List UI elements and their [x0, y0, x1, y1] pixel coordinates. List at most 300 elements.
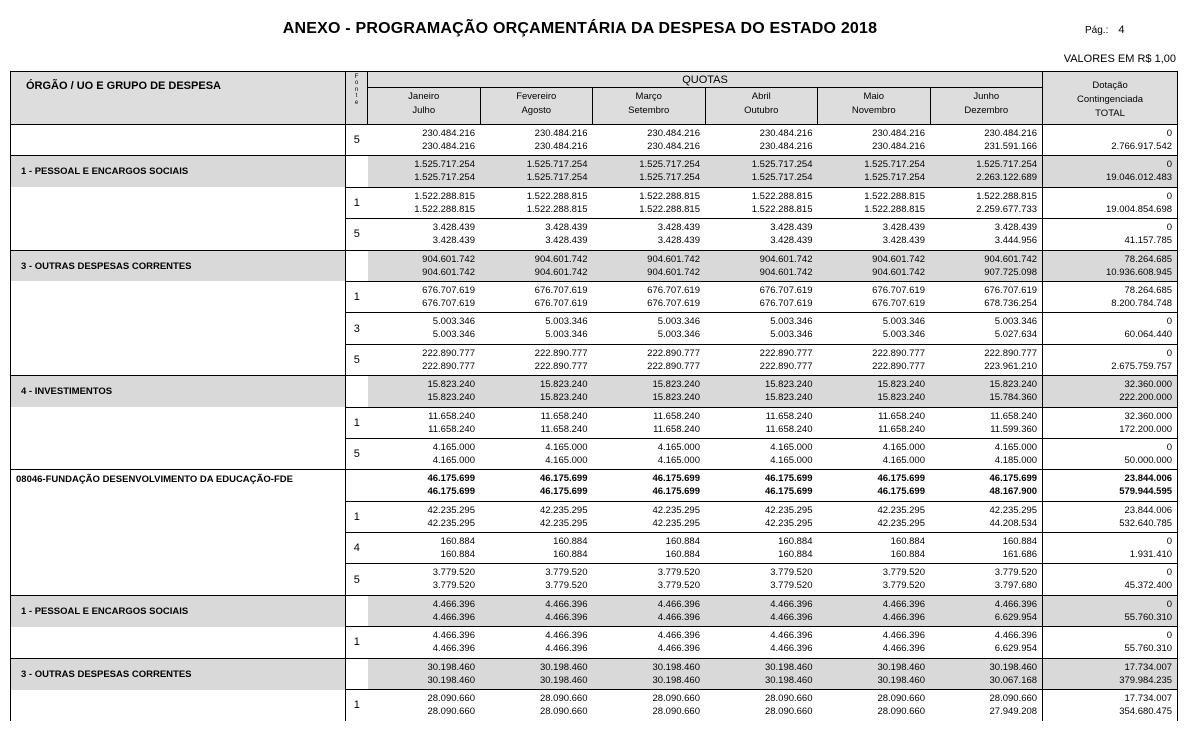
- table-row: [11, 627, 1178, 658]
- total-cell: [1043, 156, 1178, 187]
- month-column-header: [480, 88, 593, 125]
- quota-value-first-half: 4.466.396: [545, 598, 588, 610]
- quota-value-second-half: 222.890.777: [422, 360, 475, 372]
- table-row: [11, 344, 1178, 375]
- quota-cell: [818, 250, 931, 281]
- total-value: 2.766.917.542: [1111, 141, 1173, 152]
- quota-value-first-half: 230.484.216: [872, 128, 925, 139]
- quota-value-first-half: 676.707.619: [534, 284, 588, 296]
- month-second-half: Dezembro: [964, 105, 1009, 116]
- quota-cell: [368, 281, 481, 312]
- quota-value-first-half: 30.198.460: [427, 661, 475, 673]
- fonte-cell: 3: [346, 313, 368, 344]
- group-row: [11, 658, 1178, 689]
- quota-value-first-half: 676.707.619: [872, 284, 925, 296]
- fonte-cell: [346, 250, 368, 281]
- row-label: [11, 219, 346, 250]
- quota-value-second-half: 676.707.619: [422, 297, 475, 309]
- quota-cell: [930, 690, 1043, 721]
- fonte-cell: 1: [346, 690, 368, 721]
- quota-value-second-half: 1.522.288.815: [526, 203, 588, 215]
- quota-value-second-half: 161.686: [1002, 549, 1038, 561]
- quota-cell: [818, 219, 931, 250]
- quota-cell: [705, 407, 818, 438]
- quota-cell: [930, 533, 1043, 564]
- row-label: [11, 187, 346, 218]
- contingency-value: 0: [1166, 536, 1173, 548]
- quota-value-first-half: 676.707.619: [759, 284, 813, 296]
- quota-cell: [705, 627, 818, 658]
- quota-value-first-half: 3.779.520: [432, 567, 475, 579]
- fonte-cell: 1: [346, 501, 368, 532]
- total-value: 60.064.440: [1124, 329, 1173, 341]
- total-cell: [1043, 281, 1178, 312]
- quota-cell: [593, 219, 706, 250]
- quota-value-second-half: 3.428.439: [882, 235, 925, 247]
- quota-cell: [930, 376, 1043, 407]
- quota-value-second-half: 15.823.240: [652, 392, 700, 404]
- quota-value-second-half: 230.484.216: [872, 141, 925, 152]
- quota-value-first-half: 1.522.288.815: [526, 190, 588, 202]
- quota-cell: [930, 501, 1043, 532]
- total-value: 354.680.475: [1119, 706, 1173, 718]
- quota-value-first-half: 904.601.742: [534, 253, 588, 265]
- page-indicator: [1085, 24, 1124, 36]
- quota-value-first-half: 3.428.439: [657, 222, 700, 234]
- quota-value-first-half: 11.658.240: [990, 410, 1038, 422]
- fonte-cell: [346, 470, 368, 501]
- quota-value-first-half: 5.003.346: [545, 316, 588, 328]
- quota-value-first-half: 30.198.460: [764, 661, 813, 673]
- quota-value-first-half: 222.890.777: [647, 347, 700, 359]
- quota-cell: [480, 187, 593, 218]
- contingency-value: 17.734.007: [1124, 661, 1173, 673]
- quota-value-second-half: 30.198.460: [427, 674, 475, 686]
- total-cell: [1043, 219, 1178, 250]
- quota-cell: [930, 595, 1043, 626]
- quota-value-first-half: 904.601.742: [759, 253, 813, 265]
- table-row: [11, 313, 1178, 344]
- quota-cell: [930, 125, 1043, 156]
- quota-cell: [480, 219, 593, 250]
- quota-cell: [593, 564, 706, 595]
- quota-cell: [480, 470, 593, 501]
- quota-value-first-half: 15.823.240: [877, 379, 925, 391]
- quota-value-second-half: 28.090.660: [764, 706, 813, 718]
- month-column-header: [818, 88, 931, 125]
- quota-value-second-half: 4.165.000: [882, 454, 925, 466]
- quota-cell: [480, 281, 593, 312]
- quota-value-second-half: 3.779.520: [657, 580, 700, 592]
- quota-value-first-half: 42.235.295: [877, 504, 925, 516]
- row-label: 3 - OUTRAS DESPESAS CORRENTES: [11, 658, 346, 689]
- row-label: [11, 501, 346, 532]
- quota-value-second-half: 27.949.208: [989, 706, 1038, 718]
- quota-value-first-half: 1.525.717.254: [751, 159, 813, 171]
- quota-value-first-half: 46.175.699: [764, 473, 813, 485]
- quota-cell: [818, 533, 931, 564]
- quota-cell: [480, 627, 593, 658]
- quota-value-second-half: 15.823.240: [539, 392, 588, 404]
- total-cell: [1043, 533, 1178, 564]
- quota-value-second-half: 4.466.396: [882, 611, 925, 623]
- quota-value-second-half: 4.466.396: [545, 643, 588, 655]
- fonte-cell: 1: [346, 407, 368, 438]
- quota-cell: [818, 470, 931, 501]
- total-value: 222.200.000: [1119, 392, 1173, 404]
- quota-value-second-half: 46.175.699: [427, 486, 475, 498]
- quota-value-first-half: 28.090.660: [427, 693, 475, 705]
- row-label: 4 - INVESTIMENTOS: [11, 376, 346, 407]
- quota-cell: [480, 125, 593, 156]
- contingency-value: 0: [1166, 128, 1173, 139]
- table-row: [11, 407, 1178, 438]
- quota-value-first-half: 42.235.295: [764, 504, 813, 516]
- quota-value-second-half: 4.466.396: [545, 611, 588, 623]
- quota-cell: [593, 281, 706, 312]
- month-column-header: [368, 88, 481, 125]
- quota-cell: [705, 313, 818, 344]
- quota-value-second-half: 6.629.954: [994, 643, 1038, 655]
- contingency-value: 78.264.685: [1124, 253, 1173, 265]
- quota-cell: [930, 658, 1043, 689]
- table-row: [11, 219, 1178, 250]
- total-cell: [1043, 344, 1178, 375]
- quota-value-second-half: 46.175.699: [877, 486, 925, 498]
- quota-cell: [593, 187, 706, 218]
- month-column-header: [593, 88, 706, 125]
- quota-value-first-half: 4.165.000: [770, 441, 813, 453]
- quota-cell: [593, 313, 706, 344]
- quota-value-first-half: 28.090.660: [539, 693, 588, 705]
- quota-cell: [368, 564, 481, 595]
- quota-value-first-half: 3.428.439: [545, 222, 588, 234]
- total-value: 8.200.784.748: [1111, 297, 1173, 309]
- quota-value-first-half: 4.466.396: [770, 598, 813, 610]
- quota-value-first-half: 15.823.240: [764, 379, 813, 391]
- quota-value-second-half: 230.484.216: [647, 141, 700, 152]
- fonte-cell: 5: [346, 125, 368, 156]
- quota-value-second-half: 160.884: [778, 549, 813, 561]
- quota-cell: [705, 376, 818, 407]
- quota-value-first-half: 1.525.717.254: [526, 159, 588, 171]
- quota-value-first-half: 222.890.777: [872, 347, 925, 359]
- fonte-letter: e: [354, 99, 359, 106]
- row-label: [11, 533, 346, 564]
- quota-value-first-half: 46.175.699: [877, 473, 925, 485]
- contingency-value: 32.360.000: [1124, 410, 1173, 422]
- quota-value-first-half: 1.522.288.815: [751, 190, 813, 202]
- quota-value-second-half: 222.890.777: [647, 360, 700, 372]
- quota-value-second-half: 5.003.346: [657, 329, 700, 341]
- total-value: 172.200.000: [1119, 423, 1173, 435]
- quota-cell: [480, 344, 593, 375]
- total-cell: [1043, 125, 1178, 156]
- quota-cell: [480, 658, 593, 689]
- quota-cell: [480, 313, 593, 344]
- quota-cell: [818, 376, 931, 407]
- quota-cell: [705, 438, 818, 469]
- quota-value-first-half: 3.779.520: [545, 567, 588, 579]
- fonte-cell: [346, 376, 368, 407]
- quota-value-first-half: 222.890.777: [759, 347, 813, 359]
- quota-cell: [705, 281, 818, 312]
- quota-value-first-half: 30.198.460: [539, 661, 588, 673]
- quota-cell: [818, 344, 931, 375]
- fonte-column-header: [346, 72, 368, 125]
- quota-cell: [593, 250, 706, 281]
- quota-value-first-half: 42.235.295: [539, 504, 588, 516]
- quota-value-second-half: 1.522.288.815: [639, 203, 700, 215]
- quota-value-second-half: 15.823.240: [427, 392, 475, 404]
- quota-value-first-half: 3.428.439: [994, 222, 1038, 234]
- quota-value-second-half: 5.003.346: [770, 329, 813, 341]
- quota-value-first-half: 11.658.240: [540, 410, 588, 422]
- quota-value-second-half: 2.263.122.689: [976, 172, 1038, 184]
- document-title: ANEXO - PROGRAMAÇÃO ORÇAMENTÁRIA DA DESPESA DO ESTADO 2018: [282, 20, 878, 37]
- quota-cell: [818, 407, 931, 438]
- quota-value-first-half: 28.090.660: [764, 693, 813, 705]
- quota-value-first-half: 222.890.777: [984, 347, 1038, 359]
- table-row: [11, 438, 1178, 469]
- row-label: [11, 313, 346, 344]
- table-row: [11, 125, 1178, 156]
- month-first-half: Abril: [751, 91, 771, 102]
- quota-value-second-half: 46.175.699: [764, 486, 813, 498]
- row-label: [11, 125, 346, 156]
- quota-value-first-half: 11.658.240: [765, 410, 813, 422]
- quota-cell: [930, 219, 1043, 250]
- quota-value-second-half: 11.658.240: [878, 423, 925, 435]
- quota-cell: [368, 438, 481, 469]
- quota-value-first-half: 46.175.699: [652, 473, 700, 485]
- quota-value-second-half: 46.175.699: [539, 486, 588, 498]
- quota-value-first-half: 1.525.717.254: [414, 159, 475, 171]
- row-label: 1 - PESSOAL E ENCARGOS SOCIAIS: [11, 156, 346, 187]
- quota-value-second-half: 30.198.460: [652, 674, 700, 686]
- quota-cell: [705, 690, 818, 721]
- row-label: [11, 407, 346, 438]
- quota-cell: [593, 533, 706, 564]
- quota-value-first-half: 4.466.396: [994, 630, 1038, 642]
- month-first-half: Janeiro: [408, 91, 440, 102]
- fonte-cell: [346, 595, 368, 626]
- total-value: 41.157.785: [1124, 235, 1173, 247]
- quota-value-first-half: 676.707.619: [422, 284, 475, 296]
- quota-cell: [593, 658, 706, 689]
- quota-value-first-half: 1.522.288.815: [639, 190, 700, 202]
- quota-value-first-half: 1.525.717.254: [976, 159, 1038, 171]
- quota-value-first-half: 4.466.396: [882, 598, 925, 610]
- quota-value-second-half: 5.003.346: [545, 329, 588, 341]
- quota-cell: [705, 156, 818, 187]
- quota-value-first-half: 42.235.295: [652, 504, 700, 516]
- quota-cell: [818, 313, 931, 344]
- quota-value-second-half: 676.707.619: [872, 297, 925, 309]
- quota-cell: [368, 658, 481, 689]
- quota-value-second-half: 230.484.216: [534, 141, 588, 152]
- quota-value-second-half: 30.198.460: [539, 674, 588, 686]
- contingency-value: 0: [1166, 159, 1173, 171]
- month-second-half: Outubro: [744, 105, 779, 116]
- quota-value-second-half: 42.235.295: [652, 517, 700, 529]
- quota-value-first-half: 4.466.396: [882, 630, 925, 642]
- quota-value-second-half: 5.003.346: [432, 329, 475, 341]
- quota-cell: [930, 470, 1043, 501]
- contingency-value: 23.844.006: [1124, 504, 1173, 516]
- fonte-cell: 5: [346, 219, 368, 250]
- quota-value-second-half: 4.185.000: [994, 454, 1038, 466]
- quota-value-second-half: 30.198.460: [764, 674, 813, 686]
- quota-value-second-half: 30.198.460: [877, 674, 925, 686]
- contingency-value: 0: [1166, 567, 1173, 579]
- page-label: Pág.:: [1085, 25, 1109, 36]
- quota-value-first-half: 160.884: [890, 536, 925, 548]
- quota-value-second-half: 15.823.240: [764, 392, 813, 404]
- quota-cell: [818, 690, 931, 721]
- quota-value-second-half: 4.466.396: [432, 611, 475, 623]
- quota-value-second-half: 904.601.742: [872, 266, 925, 278]
- quota-value-second-half: 904.601.742: [422, 266, 475, 278]
- total-cell: [1043, 627, 1178, 658]
- quota-value-first-half: 4.165.000: [545, 441, 588, 453]
- quota-value-second-half: 3.428.439: [432, 235, 475, 247]
- month-first-half: Fevereiro: [516, 91, 557, 102]
- quota-value-second-half: 907.725.098: [984, 266, 1038, 278]
- quota-cell: [705, 533, 818, 564]
- quota-value-second-half: 3.779.520: [545, 580, 588, 592]
- contingency-value: 23.844.006: [1124, 473, 1173, 485]
- row-label: [11, 690, 346, 721]
- fonte-letter: F: [354, 74, 359, 80]
- quota-cell: [368, 250, 481, 281]
- budget-table: [10, 71, 1178, 721]
- total-value: 45.372.400: [1124, 580, 1173, 592]
- quota-value-first-half: 230.484.216: [759, 128, 813, 139]
- quota-value-second-half: 1.525.717.254: [414, 172, 475, 184]
- quota-value-first-half: 1.525.717.254: [639, 159, 700, 171]
- quota-value-first-half: 3.779.520: [657, 567, 700, 579]
- fonte-letter: n: [354, 86, 359, 93]
- quota-value-second-half: 160.884: [890, 549, 925, 561]
- quota-cell: [480, 250, 593, 281]
- contingency-value: 17.734.007: [1124, 693, 1173, 705]
- table-row: [11, 281, 1178, 312]
- quota-cell: [480, 376, 593, 407]
- contingency-value: 32.360.000: [1124, 379, 1173, 391]
- quota-value-first-half: 3.428.439: [432, 222, 475, 234]
- quota-value-second-half: 160.884: [440, 549, 475, 561]
- quota-cell: [818, 125, 931, 156]
- quota-value-first-half: 676.707.619: [647, 284, 700, 296]
- quota-cell: [930, 344, 1043, 375]
- quota-cell: [705, 250, 818, 281]
- quota-cell: [368, 690, 481, 721]
- quota-value-first-half: 46.175.699: [427, 473, 475, 485]
- quota-value-first-half: 5.003.346: [882, 316, 925, 328]
- quota-value-second-half: 5.003.346: [882, 329, 925, 341]
- quotas-header: QUOTAS: [368, 72, 1043, 88]
- quota-cell: [480, 690, 593, 721]
- quota-value-first-half: 230.484.216: [647, 128, 700, 139]
- quota-value-first-half: 4.466.396: [432, 598, 475, 610]
- quota-value-first-half: 1.522.288.815: [414, 190, 475, 202]
- quota-value-second-half: 1.522.288.815: [414, 203, 475, 215]
- month-second-half: Julho: [412, 105, 436, 116]
- quota-cell: [930, 627, 1043, 658]
- total-header-line-3: TOTAL: [1095, 108, 1125, 119]
- quota-value-first-half: 904.601.742: [422, 253, 475, 265]
- quota-value-second-half: 3.428.439: [657, 235, 700, 247]
- month-first-half: Março: [635, 91, 662, 102]
- quota-value-first-half: 11.658.240: [428, 410, 475, 422]
- table-header: [11, 72, 1178, 125]
- table-row: [11, 501, 1178, 532]
- contingency-value: 0: [1166, 347, 1173, 359]
- page-number: 4: [1118, 24, 1125, 36]
- quota-value-second-half: 4.466.396: [770, 611, 813, 623]
- quota-value-second-half: 42.235.295: [764, 517, 813, 529]
- quota-cell: [368, 219, 481, 250]
- currency-units: VALORES EM R$ 1,00: [1063, 53, 1176, 65]
- quota-value-first-half: 15.823.240: [652, 379, 700, 391]
- quota-cell: [930, 407, 1043, 438]
- quota-cell: [593, 407, 706, 438]
- quota-cell: [930, 438, 1043, 469]
- quota-value-second-half: 1.525.717.254: [864, 172, 925, 184]
- quota-cell: [593, 470, 706, 501]
- quota-value-first-half: 28.090.660: [989, 693, 1038, 705]
- quota-value-second-half: 4.466.396: [432, 643, 475, 655]
- quota-cell: [818, 595, 931, 626]
- quota-value-first-half: 5.003.346: [770, 316, 813, 328]
- total-value: 579.944.595: [1119, 486, 1173, 498]
- quota-cell: [930, 156, 1043, 187]
- quota-value-second-half: 222.890.777: [872, 360, 925, 372]
- quota-value-second-half: 3.444.956: [994, 235, 1038, 247]
- quota-value-second-half: 1.522.288.815: [751, 203, 813, 215]
- quota-value-second-half: 3.428.439: [770, 235, 813, 247]
- total-cell: [1043, 564, 1178, 595]
- quota-cell: [705, 219, 818, 250]
- quota-value-first-half: 4.165.000: [882, 441, 925, 453]
- quota-cell: [480, 407, 593, 438]
- quota-value-second-half: 3.428.439: [545, 235, 588, 247]
- month-second-half: Agosto: [521, 105, 552, 116]
- org-column-header: ÓRGÃO / UO E GRUPO DE DESPESA: [11, 72, 346, 125]
- quota-value-first-half: 3.779.520: [882, 567, 925, 579]
- quota-value-second-half: 11.658.240: [428, 423, 475, 435]
- quota-value-second-half: 1.525.717.254: [751, 172, 813, 184]
- quota-value-first-half: 904.601.742: [647, 253, 700, 265]
- quota-value-first-half: 5.003.346: [994, 316, 1038, 328]
- quota-cell: [368, 501, 481, 532]
- fonte-cell: [346, 156, 368, 187]
- month-first-half: Junho: [973, 91, 1000, 102]
- quota-value-first-half: 4.165.000: [657, 441, 700, 453]
- quota-value-second-half: 48.167.900: [989, 486, 1038, 498]
- quota-cell: [593, 690, 706, 721]
- month-column-header: [930, 88, 1043, 125]
- row-label: 08046-FUNDAÇÃO DESENVOLVIMENTO DA EDUCAÇÃO-FDE: [11, 470, 346, 501]
- quota-cell: [368, 344, 481, 375]
- fonte-cell: 5: [346, 438, 368, 469]
- quota-value-first-half: 30.198.460: [989, 661, 1038, 673]
- quota-value-second-half: 28.090.660: [652, 706, 700, 718]
- quota-value-second-half: 160.884: [553, 549, 588, 561]
- fonte-cell: 5: [346, 564, 368, 595]
- table-row: [11, 187, 1178, 218]
